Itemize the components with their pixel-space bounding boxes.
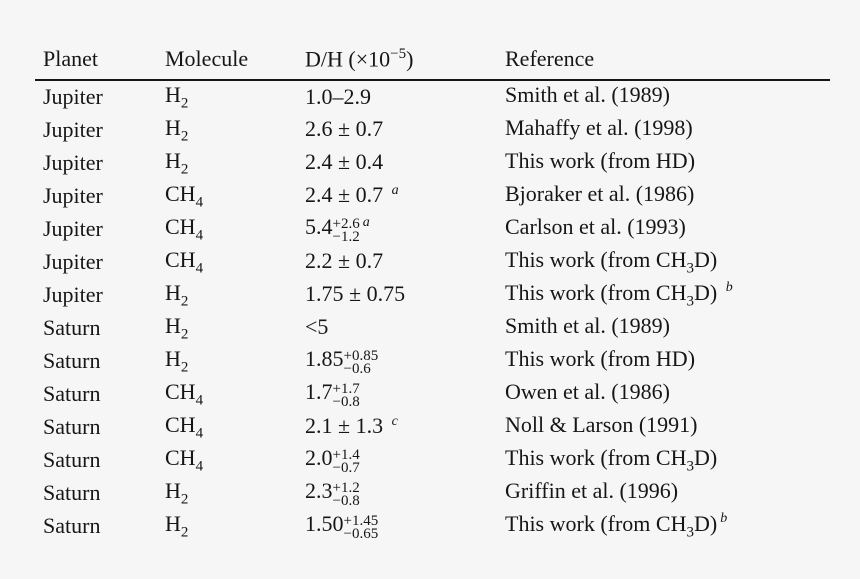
dh-value-cell xyxy=(305,311,505,344)
planet-label: Jupiter xyxy=(43,248,103,274)
planet-label: Jupiter xyxy=(43,149,103,175)
planet-label: Saturn xyxy=(43,512,101,538)
table-row xyxy=(35,80,830,113)
reference-label: This work (from HD) xyxy=(505,147,696,173)
uncertainty-stack xyxy=(332,380,360,410)
uncertainty-stack xyxy=(343,512,379,542)
reference-cell xyxy=(505,278,830,311)
molecule-subscript: 4 xyxy=(195,260,204,277)
dh-value: 2.6 ± 0.7 xyxy=(305,116,384,142)
footnote-marker: c xyxy=(391,414,398,429)
molecule-cell xyxy=(165,179,305,212)
table-row xyxy=(35,245,830,278)
planet-cell xyxy=(35,278,165,311)
dh-value: 1.50 xyxy=(305,510,344,536)
dh-value-cell xyxy=(305,443,505,476)
dh-value-cell xyxy=(305,113,505,146)
molecule-subscript: 2 xyxy=(180,359,189,376)
col-header-planet xyxy=(35,44,165,80)
dh-header-label: D/H (×10 xyxy=(305,46,391,72)
uncertainty-lower: −1.2 xyxy=(332,228,360,245)
footnote-marker: a xyxy=(391,183,399,198)
molecule-subscript: 2 xyxy=(180,326,189,343)
reference-label: Smith et al. (1989) xyxy=(505,312,670,338)
reference-cell xyxy=(505,443,830,476)
reference-header-label: Reference xyxy=(505,46,595,72)
reference-cell xyxy=(505,344,830,377)
molecule-subscript: 2 xyxy=(180,524,189,541)
molecule-subscript: 2 xyxy=(180,128,189,145)
reference-label: Carlson et al. (1993) xyxy=(505,213,686,239)
molecule-label: H xyxy=(165,312,181,338)
reference-cell xyxy=(505,146,830,179)
dh-value: 2.3 xyxy=(305,477,333,503)
planet-label: Jupiter xyxy=(43,84,103,110)
molecule-label: H xyxy=(165,147,181,173)
dh-value-cell xyxy=(305,278,505,311)
dh-value: <5 xyxy=(305,314,329,340)
molecule-cell xyxy=(165,245,305,278)
dh-value-cell xyxy=(305,80,505,113)
col-header-dh xyxy=(305,44,505,80)
reference-label: Smith et al. (1989) xyxy=(505,82,670,108)
molecule-subscript: 4 xyxy=(195,392,204,409)
molecule-label: CH xyxy=(165,444,196,470)
molecule-cell xyxy=(165,410,305,443)
dh-value: 2.1 ± 1.3 xyxy=(305,413,389,439)
reference-label: This work (from CH xyxy=(505,444,687,470)
molecule-subscript: 2 xyxy=(180,95,189,112)
molecule-label: H xyxy=(165,82,181,108)
reference-label: This work (from CH xyxy=(505,279,687,305)
planet-cell xyxy=(35,311,165,344)
reference-cell xyxy=(505,212,830,245)
dh-value: 1.85 xyxy=(305,345,344,371)
uncertainty-upper: +0.85 xyxy=(343,347,379,364)
dh-value-cell xyxy=(305,509,505,542)
reference-cell xyxy=(505,80,830,113)
dh-value: 1.0–2.9 xyxy=(305,83,371,109)
planet-label: Saturn xyxy=(43,314,101,340)
reference-label-end: D) xyxy=(693,444,718,470)
reference-cell xyxy=(505,476,830,509)
reference-cell xyxy=(505,509,830,542)
molecule-cell xyxy=(165,212,305,245)
uncertainty-lower: −0.8 xyxy=(332,393,360,410)
dh-value-cell xyxy=(305,146,505,179)
reference-label: This work (from HD) xyxy=(505,345,696,371)
planet-header-label: Planet xyxy=(43,46,98,72)
table-row xyxy=(35,113,830,146)
molecule-label: H xyxy=(165,114,181,140)
molecule-subscript: 2 xyxy=(180,293,189,310)
table-body xyxy=(35,80,830,542)
table-row xyxy=(35,146,830,179)
planet-cell xyxy=(35,410,165,443)
reference-label-end: D) xyxy=(693,510,718,536)
molecule-label: CH xyxy=(165,246,196,272)
reference-label-end: D) xyxy=(693,279,723,305)
footnote-marker: b xyxy=(725,280,733,296)
table-row xyxy=(35,377,830,410)
dh-value: 5.4 xyxy=(305,213,333,239)
dh-value-cell xyxy=(305,476,505,509)
reference-cell xyxy=(505,179,830,212)
molecule-cell xyxy=(165,377,305,410)
uncertainty-upper: +1.4 xyxy=(332,446,360,463)
molecule-label: H xyxy=(165,345,181,371)
molecule-subscript: 4 xyxy=(195,227,204,244)
dh-value: 2.0 xyxy=(305,444,333,470)
planet-cell xyxy=(35,179,165,212)
molecule-label: CH xyxy=(165,213,196,239)
reference-label: Noll & Larson (1991) xyxy=(505,411,698,437)
reference-label: This work (from CH xyxy=(505,510,687,536)
planet-cell xyxy=(35,245,165,278)
dh-value-cell xyxy=(305,410,505,443)
reference-cell xyxy=(505,311,830,344)
uncertainty-lower: −0.65 xyxy=(343,525,379,542)
molecule-label: CH xyxy=(165,411,196,437)
molecule-subscript: 4 xyxy=(195,194,204,211)
planet-label: Jupiter xyxy=(43,215,103,241)
dh-value: 2.2 ± 0.7 xyxy=(305,248,384,274)
planet-cell xyxy=(35,344,165,377)
molecule-cell xyxy=(165,80,305,113)
planet-cell xyxy=(35,377,165,410)
table-row xyxy=(35,443,830,476)
reference-cell xyxy=(505,410,830,443)
reference-cell xyxy=(505,377,830,410)
reference-label: This work (from CH xyxy=(505,246,687,272)
planet-cell xyxy=(35,476,165,509)
planet-label: Saturn xyxy=(43,446,101,472)
dh-value-cell xyxy=(305,245,505,278)
reference-label: Griffin et al. (1996) xyxy=(505,477,679,503)
footnote-marker: b xyxy=(720,511,728,527)
dh-value-cell xyxy=(305,344,505,377)
reference-subscript: 3 xyxy=(686,458,694,475)
molecule-cell xyxy=(165,278,305,311)
table-row xyxy=(35,278,830,311)
dh-header-close-paren: ) xyxy=(406,46,414,72)
uncertainty-lower: −0.7 xyxy=(332,459,360,476)
molecule-label: H xyxy=(165,279,181,305)
uncertainty-stack xyxy=(332,215,360,245)
planet-cell xyxy=(35,509,165,542)
table-row xyxy=(35,179,830,212)
uncertainty-stack xyxy=(332,479,360,509)
reference-label: Owen et al. (1986) xyxy=(505,378,670,404)
table-row xyxy=(35,212,830,245)
planet-label: Saturn xyxy=(43,479,101,505)
reference-subscript: 3 xyxy=(686,260,694,277)
molecule-cell xyxy=(165,311,305,344)
planet-cell xyxy=(35,80,165,113)
dh-value-cell xyxy=(305,377,505,410)
molecule-cell xyxy=(165,509,305,542)
dh-value: 1.75 ± 0.75 xyxy=(305,281,406,307)
table-row xyxy=(35,311,830,344)
dh-value: 1.7 xyxy=(305,378,333,404)
planet-cell xyxy=(35,212,165,245)
molecule-subscript: 4 xyxy=(195,458,204,475)
molecule-cell xyxy=(165,146,305,179)
dh-value: 2.4 ± 0.7 xyxy=(305,182,389,208)
molecule-header-label: Molecule xyxy=(165,46,249,72)
uncertainty-upper: +1.2 xyxy=(332,479,360,496)
planet-label: Jupiter xyxy=(43,116,103,142)
footnote-marker: a xyxy=(362,214,370,230)
col-header-reference xyxy=(505,44,830,80)
dh-header-exponent: −5 xyxy=(390,46,407,62)
planet-label: Jupiter xyxy=(43,281,103,307)
table-row xyxy=(35,476,830,509)
dh-value-cell xyxy=(305,179,505,212)
molecule-cell xyxy=(165,344,305,377)
uncertainty-lower: −0.8 xyxy=(332,492,360,509)
planet-label: Jupiter xyxy=(43,182,103,208)
planet-label: Saturn xyxy=(43,413,101,439)
planet-label: Saturn xyxy=(43,347,101,373)
reference-subscript: 3 xyxy=(686,293,694,310)
reference-label-end: D) xyxy=(693,246,718,272)
uncertainty-upper: +1.7 xyxy=(332,380,360,397)
dh-value-cell xyxy=(305,212,505,245)
reference-cell xyxy=(505,245,830,278)
uncertainty-upper: +1.45 xyxy=(343,512,379,529)
molecule-cell xyxy=(165,113,305,146)
table-row xyxy=(35,509,830,542)
uncertainty-stack xyxy=(343,347,379,377)
molecule-subscript: 2 xyxy=(180,491,189,508)
molecule-label: CH xyxy=(165,378,196,404)
table-row xyxy=(35,410,830,443)
reference-label: Bjoraker et al. (1986) xyxy=(505,180,695,206)
dh-ratio-table xyxy=(35,44,830,542)
molecule-cell xyxy=(165,443,305,476)
molecule-label: H xyxy=(165,477,181,503)
uncertainty-stack xyxy=(332,446,360,476)
reference-subscript: 3 xyxy=(686,524,694,541)
molecule-cell xyxy=(165,476,305,509)
planet-label: Saturn xyxy=(43,380,101,406)
uncertainty-upper: +2.6 xyxy=(332,215,360,232)
col-header-molecule xyxy=(165,44,305,80)
planet-cell xyxy=(35,146,165,179)
molecule-subscript: 2 xyxy=(180,161,189,178)
planet-cell xyxy=(35,113,165,146)
planet-cell xyxy=(35,443,165,476)
uncertainty-lower: −0.6 xyxy=(343,360,371,377)
reference-cell xyxy=(505,113,830,146)
table-row xyxy=(35,344,830,377)
dh-value: 2.4 ± 0.4 xyxy=(305,149,384,175)
molecule-label: H xyxy=(165,510,181,536)
reference-label: Mahaffy et al. (1998) xyxy=(505,114,693,140)
molecule-subscript: 4 xyxy=(195,425,204,442)
molecule-label: CH xyxy=(165,180,196,206)
table-header-row xyxy=(35,44,830,80)
